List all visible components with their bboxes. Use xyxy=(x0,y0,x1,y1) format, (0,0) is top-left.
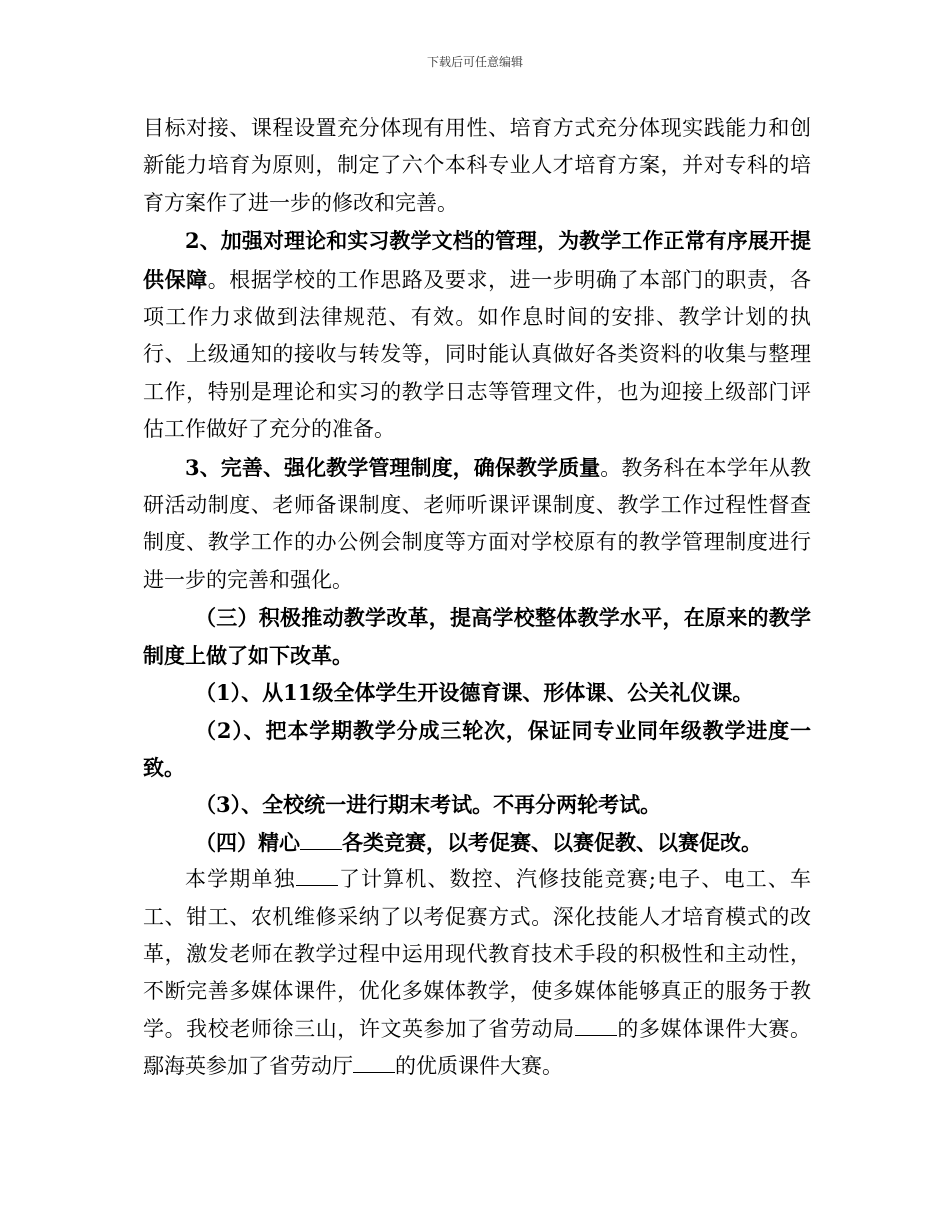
item-2-heading: 2、加强对理论和实习教学文档的管理，为教学工作正常有序展开提供保障 xyxy=(143,228,811,292)
section-4-heading-start: （四）精心 xyxy=(195,829,300,855)
paragraph-item-3 xyxy=(143,449,811,600)
competitions-text-1: 本学期单独 xyxy=(185,867,296,892)
paragraph-competitions xyxy=(143,861,811,1085)
page-header: 下载后可任意编辑 xyxy=(426,55,523,69)
competitions-text-3: 的多媒体课件大赛。鄢海英参加了省劳动厅 xyxy=(143,1016,812,1079)
competitions-text-2: 了计算机、数控、汽修技能竞赛;电子、电工、车工、钳工、农机维修采纳了以考促赛方式。深化技能人才培育模式的改革，激发老师在教学过程中运用现代教育技术手段的积极性和主动性，不断完善多媒体课件，优化多媒体教学，使多媒体能够真正的服务于教学。我校老师徐三山，许文英参加了省劳动局 xyxy=(143,867,812,1041)
item-2-body: 。根据学校的工作思路及要求，进一步明确了本部门的职责，各项工作力求做到法律规范、有效。如作息时间的安排、教学计划的执行、上级通知的接收与转发等，同时能认真做好各类资料的收集与整理工作，特别是理论和实习的教学日志等管理文件，也为迎接上级部门评估工作做好了充分的准备。 xyxy=(143,267,812,442)
competitions-text-4: 的优质课件大赛。 xyxy=(395,1054,563,1079)
item-3-body: 。教务科在本学年从教研活动制度、老师备课制度、老师听课评课制度、教学工作过程性督查制度、教学工作的办公例会制度等方面对学校原有的教学管理制度进行进一步的完善和强化。 xyxy=(143,455,811,592)
blank-line xyxy=(296,867,338,886)
blank-line xyxy=(300,831,342,850)
document-body xyxy=(143,110,811,1086)
reform-item-3: （3）、全校统一进行期末考试。不再分两轮考试。 xyxy=(195,792,662,818)
item-3-heading: 3、完善、强化教学管理制度，确保教学质量 xyxy=(185,454,601,480)
paragraph-item-2 xyxy=(143,222,811,448)
section-4-heading-end: 各类竞赛，以考促赛、以赛促教、以赛促改。 xyxy=(342,829,762,855)
blank-line xyxy=(575,1017,617,1036)
reform-item-1: （1）、从11级全体学生开设德育课、形体课、公关礼仪课。 xyxy=(195,680,754,706)
section-4-heading xyxy=(143,824,811,861)
blank-line xyxy=(353,1054,395,1073)
section-3-heading: （三）积极推动教学改革，提高学校整体教学水平，在原来的教学制度上做了如下改革。 xyxy=(143,605,811,668)
paragraph-continuation: 目标对接、课程设置充分体现有用性、培育方式充分体现实践能力和创新能力培育为原则，制定了六个本科专业人才培育方案，并对专科的培育方案作了进一步的修改和完善。 xyxy=(143,116,811,215)
reform-item-2: （2）、把本学期教学分成三轮次，保证同专业同年级教学进度一致。 xyxy=(143,717,811,780)
